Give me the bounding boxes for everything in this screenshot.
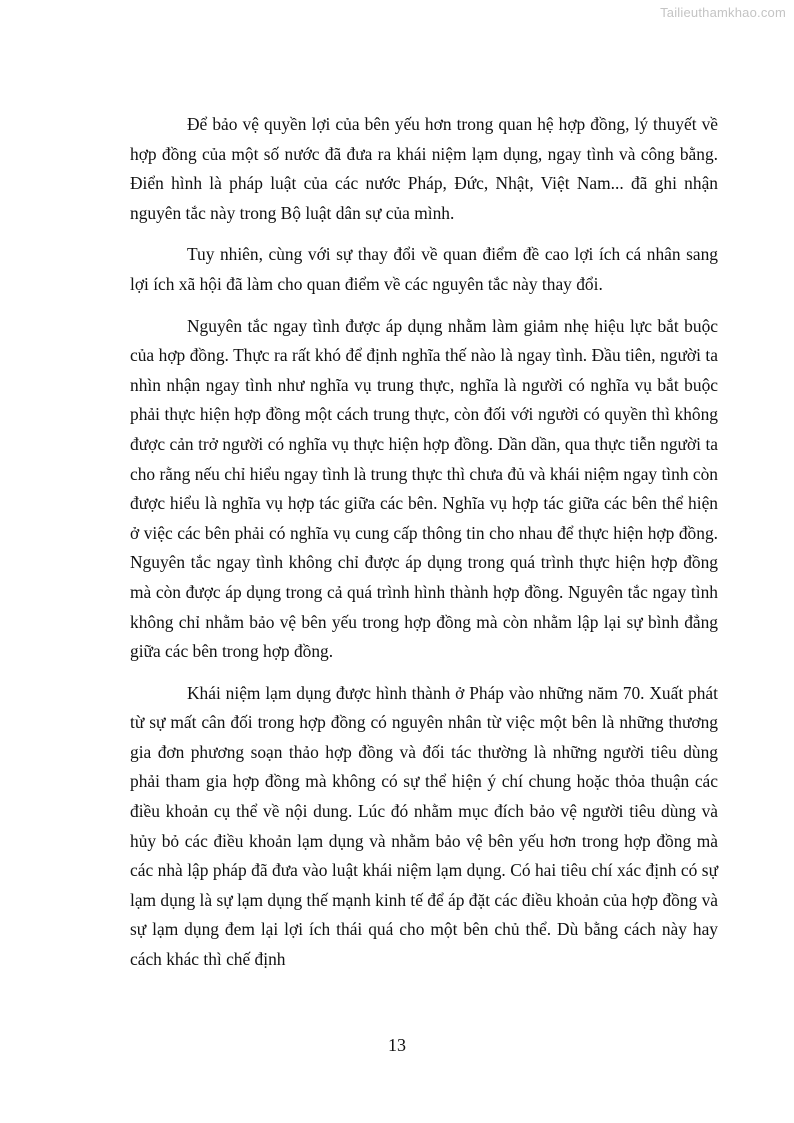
paragraph-4: Khái niệm lạm dụng được hình thành ở Pháp vào những năm 70. Xuất phát từ sự mất cân đối trong hợp đồng có nguyên nhân từ việc một bên là những thương gia đơn phương soạn thảo hợp đồng và đối tác thường là những người tiêu dùng phải tham gia hợp đồng mà không có sự thể hiện ý chí chung hoặc thỏa thuận các điều khoản cụ thể về nội dung. Lúc đó nhằm mục đích bảo vệ người tiêu dùng và hủy bỏ các điều khoản lạm dụng và nhằm bảo vệ bên yếu hơn trong hợp đồng mà các nhà lập pháp đã đưa vào luật khái niệm lạm dụng. Có hai tiêu chí xác định có sự lạm dụng là sự lạm dụng thế mạnh kinh tế để áp đặt các điều khoản của hợp đồng và sự lạm dụng đem lại lợi ích thái quá cho một bên chủ thể. Dù bằng cách này hay cách khác thì chế định — [130, 682, 719, 970]
page-number: 13 — [388, 1035, 406, 1055]
paragraph-2: Tuy nhiên, cùng với sự thay đổi về quan điểm đề cao lợi ích cá nhân sang lợi ích xã hội đã làm cho quan điểm về các nguyên tắc này thay đổi. — [130, 244, 718, 294]
paragraph-3: Nguyên tắc ngay tình được áp dụng nhằm làm giảm nhẹ hiệu lực bắt buộc của hợp đồng. Thực ra rất khó để định nghĩa thế nào là ngay tình. Đầu tiên, người ta nhìn nhận ngay tình như nghĩa vụ trung thực, nghĩa là người có nghĩa vụ bắt buộc phải thực hiện hợp đồng một cách trung thực, còn đối với người có quyền thì không được cản trở người có nghĩa vụ thực hiện hợp đồng. Dần dần, qua thực tiễn người ta cho rằng nếu chỉ hiểu ngay tình là trung thực thì chưa đủ và khái niệm ngay tình còn được hiểu là nghĩa vụ hợp tác giữa các bên. Nghĩa vụ hợp tác giữa các bên thể hiện ở việc các bên phải có nghĩa vụ cung cấp thông tin cho nhau để thực hiện hợp đồng. Nguyên tắc ngay tình không chỉ được áp dụng trong quá trình thực hiện hợp đồng mà còn được áp dụng trong cả quá trình hình thành hợp đồng. Nguyên tắc ngay tình không chỉ nhằm bảo vệ bên yếu trong hợp đồng mà còn nhằm lập lại sự bình đẳng giữa các bên trong hợp đồng. — [130, 315, 718, 662]
document-body — [130, 110, 718, 987]
paragraph-1: Để bảo vệ quyền lợi của bên yếu hơn trong quan hệ hợp đồng, lý thuyết về hợp đồng của một số nước đã đưa ra khái niệm lạm dụng, ngay tình và công bằng. Điển hình là pháp luật của các nước Pháp, Đức, Nhật, Việt Nam... đã ghi nhận nguyên tắc này trong Bộ luật dân sự của mình. — [130, 114, 718, 223]
watermark-text: Tailieuthamkhao.com — [660, 5, 786, 20]
